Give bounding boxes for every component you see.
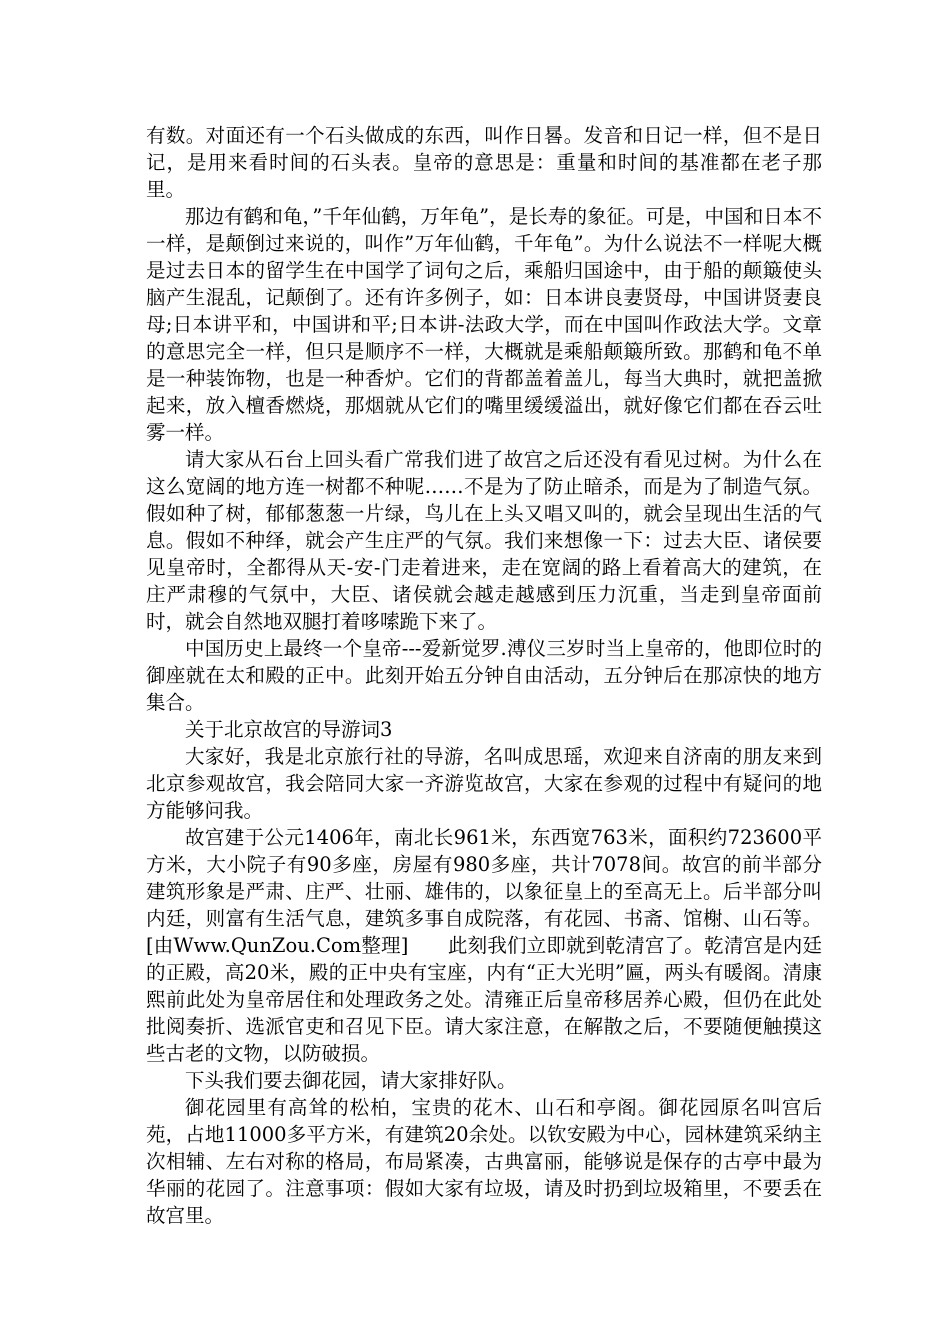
document-body xyxy=(146,122,822,1229)
section-heading: 关于北京故宫的导游词3 xyxy=(185,718,393,741)
paragraph-last-emperor: 中国历史上最终一个皇帝---爱新觉罗.溥仪三岁时当上皇帝的，他即位时的御座就在太和殿的正中。此刻开始五分钟自由活动，五分钟后在那凉快的地方集合。 xyxy=(146,637,822,714)
paragraph-greeting: 大家好，我是北京旅行社的导游，名叫成思瑶，欢迎来自济南的朋友来到北京参观故宫，我会陪同大家一齐游览故宫，大家在参观的过程中有疑问的地方能够问我。 xyxy=(146,745,822,822)
paragraph-no-trees: 请大家从石台上回头看广常我们进了故宫之后还没有看见过树。为什么在这么宽阔的地方连一树都不种呢……不是为了防止暗杀，而是为了制造气氛。假如种了树，郁郁葱葱一片绿，鸟儿在上头又唱又叫的，就会呈现出生活的气息。假如不种绎，就会产生庄严的气氛。我们来想像一下：过去大臣、诸侯要见皇帝时，全都得从天-安-门走着进来，走在宽阔的路上看着高大的建筑，在庄严肃穆的气氛中，大臣、诸侯就会越走越感到压力沉重，当走到皇帝面前时，就会自然地双腿打着哆嗦跪下来了。 xyxy=(146,448,822,633)
paragraph-palace-history: 故宫建于公元1406年，南北长961米，东西宽763米，面积约723600平方米，大小院子有90多座，房屋有980多座，共计7078间。故宫的前半部分建筑形象是严肃、庄严、壮丽、雄伟的，以象征皇上的至高无上。后半部分叫内廷，则富有生活气息，建筑多事自成院落，有花园、书斋、馆榭、山石等。[由Www.QunZou.Com整理] 此刻我们立即就到乾清宫了。乾清宫是内廷的正殿，高20米，殿的正中央有宝座，内有“正大光明”匾，两头有暖阁。清康熙前此处为皇帝居住和处理政务之处。清雍正后皇帝移居养心殿，但仍在此处批阅奏折、选派官吏和召见下臣。请大家注意，在解散之后，不要随便触摸这些古老的文物，以防破损。 xyxy=(146,826,822,1065)
paragraph-line-up: 下头我们要去御花园，请大家排好队。 xyxy=(185,1069,517,1092)
paragraph-crane-turtle: 那边有鹤和龟，”千年仙鹤，万年龟”，是长寿的象征。可是，中国和日本不一样，是颠倒过来说的，叫作”万年仙鹤，千年龟”。为什么说法不一样呢大概是过去日本的留学生在中国学了词句之后，乘船归国途中，由于船的颠簸使头脑产生混乱，记颠倒了。还有许多例子，如：日本讲良妻贤母，中国讲贤妻良母;日本讲平和，中国讲和平;日本讲-法政大学，而在中国叫作政法大学。文章的意思完全一样，但只是顺序不一样，大概就是乘船颠簸所致。那鹤和龟不单是一种装饰物，也是一种香炉。它们的背都盖着盖儿，每当大典时，就把盖掀起来，放入檀香燃烧，那烟就从它们的嘴里缓缓溢出，就好像它们都在吞云吐雾一样。 xyxy=(146,205,822,444)
paragraph-sundial: 有数。对面还有一个石头做成的东西，叫作日晷。发音和日记一样，但不是日记，是用来看时间的石头表。皇帝的意思是：重量和时间的基准都在老子那里。 xyxy=(146,124,822,201)
paragraph-imperial-garden: 御花园里有高耸的松柏，宝贵的花木、山石和亭阁。御花园原名叫宫后苑，占地11000多平方米，有建筑20余处。以钦安殿为中心，园林建筑采纳主次相辅、左右对称的格局，布局紧凑，古典富丽，能够说是保存的古亭中最为华丽的花园了。注意事项：假如大家有垃圾，请及时扔到垃圾箱里，不要丢在故宫里。 xyxy=(146,1096,822,1227)
